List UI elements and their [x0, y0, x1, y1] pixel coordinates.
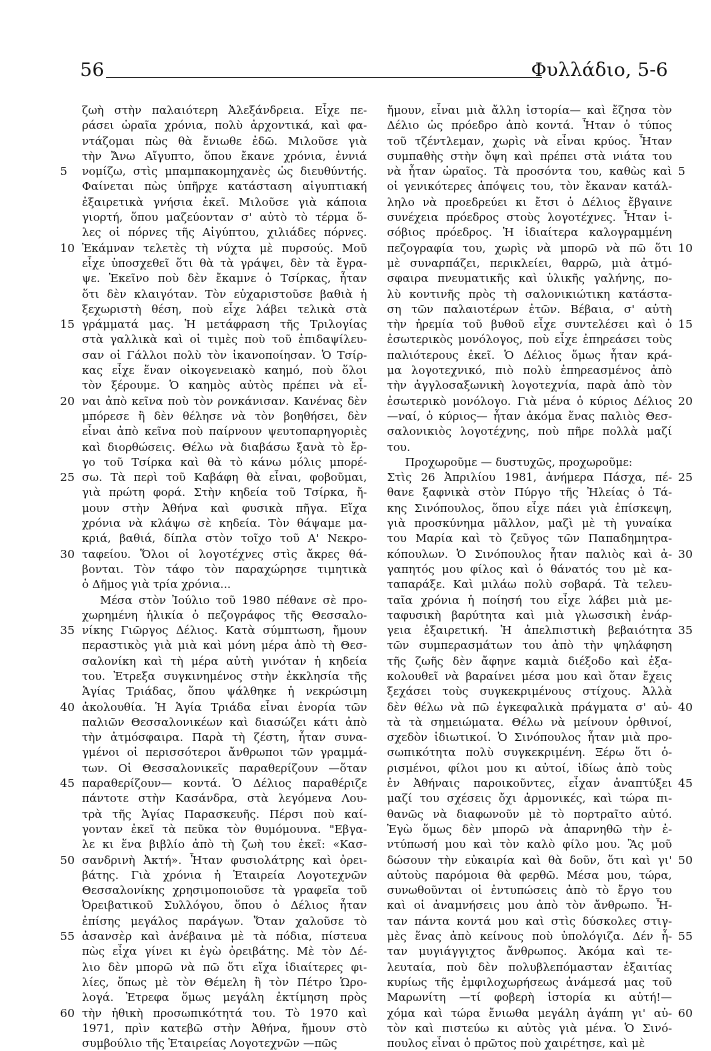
text-line: λευταία, ποὺ δὲν πολυβλεπόμασταν ἐξαιτίας: [387, 960, 672, 974]
text-line: Προχωροῦμε — δυστυχῶς, προχωροῦμε:: [405, 455, 633, 469]
text-line: Δέλιο ὡς πρόεδρο ἀπὸ κοντά. Ἦταν ὁ τύπος: [387, 119, 672, 133]
text-line: τρὰ τῆς Ἁγίας Παρασκευῆς. Πέρσι ποὺ καί-: [82, 807, 367, 821]
text-line: πὼς εἶχα γίνει κι ἐγὼ ὀρειβάτης. Μὲ τὸν Δέ-: [82, 945, 367, 959]
text-line: τὴν ἠθικὴ προσωπικότητά του. Τὸ 1970 καὶ: [82, 1006, 367, 1020]
text-line: αὐτοὺς παρόμοια θὰ φερθῶ. Μέσα μου, τώρα,: [387, 868, 672, 882]
text-line: Μαρωνίτη —τί φοβερὴ ἱστορία κι αὐτή!—: [387, 991, 672, 1005]
text-line: Φαίνεται πὼς ὑπῆρχε κατάσταση αἰγυπτιακή: [82, 180, 367, 194]
text-line: εἶχε ὑποσχεθεῖ ὅτι θὰ τὰ γράψει, δὲν τὰ ἔγρα-: [82, 256, 367, 270]
line-number: 5: [678, 164, 686, 179]
text-line: νὰ ἦταν ὡραῖος. Τὰ προσόντα του, καθὼς καὶ: [387, 165, 672, 179]
text-line: του.: [387, 440, 411, 454]
text-line: του Μαρία καὶ τὸ ζεῦγος τῶν Παπαδημητρα-: [387, 532, 672, 546]
text-line: ψε. Ἐκεῖνο ποὺ δὲν ἔκαμνε ὁ Τσίρκας, ἦταν: [82, 272, 367, 286]
text-line: Ἁγίας Τριάδας, ὅπου ψάλθηκε ἡ νεκρώσιμη: [82, 685, 367, 699]
text-line: χωρημένη ἡλικία ὁ πεζογράφος τῆς Θεσσαλο-: [82, 608, 367, 622]
text-line: ταφείου. Ὅλοι οἱ λογοτέχνες στὶς ἄκρες θά-: [82, 547, 367, 561]
line-number: 50: [60, 852, 75, 867]
text-line: εἶναι ἀπὸ κεῖνα ποὺ παίρνουν ψευτοπαρηγοριὲς: [82, 425, 367, 439]
text-line: ἀκολουθία. Ἡ Ἁγία Τριάδα εἶναι ἐνορία τῶν: [82, 700, 367, 714]
text-line: τὴν ἀτμόσφαιρα. Παρὰ τὴ ζέστη, ἦταν συνα-: [82, 731, 367, 745]
line-number: 15: [60, 317, 75, 332]
text-line: ξεχάσει τοὺς συγκεκριμένους στίχους. Ἀλλὰ: [387, 685, 672, 699]
text-line: σφαιρα πνευματικῆς καὶ ὑλικῆς γαλήνης, πο-: [387, 272, 672, 286]
text-line: πουλος εἶναι ὁ πρῶτος ποὺ χαιρέτησε, καὶ μὲ: [387, 1037, 645, 1051]
line-number: 25: [678, 470, 693, 485]
text-line: Θεσσαλονίκης χρησιμοποιοῦσε τὰ γραφεῖα τοῦ: [82, 884, 367, 898]
line-number: 55: [678, 929, 693, 944]
text-line: κας εἶχε ἕναν οἰκογενειακὸ καημό, ποὺ ὅλοι: [82, 364, 367, 378]
text-line: νομίζω, στὶς μπαμπακομηχανὲς ὡς διευθύντής.: [82, 165, 367, 179]
text-line: μαζί του σχέσεις ὄχι ἁρμονικές, καὶ τώρα πι-: [387, 792, 672, 806]
text-line: χόμα καὶ τώρα ἔνιωθα μεγάλη ἀγάπη γι' αὐ-: [387, 1006, 672, 1020]
text-line: γο τοῦ Τσίρκα καὶ θὰ τὸ κάνω μόλις μπορέ-: [82, 455, 367, 469]
text-line: σαν οἱ Γάλλοι πολὺ τὸν ἱκανοποίησαν. Ὁ Τσίρ-: [82, 348, 367, 362]
text-line: λες οἱ πόρνες τῆς Αἰγύπτου, χιλιάδες πόρνες.: [82, 226, 367, 240]
text-line: ράσει ὡραῖα χρόνια, πολὺ ἀρχοντικά, καὶ φα-: [82, 119, 367, 133]
text-line: δώσουν τὴν εὐκαιρία καὶ θὰ δοῦν, ὅτι καὶ γι': [387, 853, 672, 867]
text-line: τὴν ἠρεμία τοῦ βυθοῦ εἶχε συντελέσει καὶ ὁ: [387, 318, 672, 332]
header-rule: [106, 77, 542, 78]
text-line: βάτης. Γιὰ χρόνια ἡ Ἑταιρεία Λογοτεχνῶν: [82, 868, 367, 882]
text-line: λίες, ὅπως μὲ τὸν Θέμελη ἢ τὸν Πέτρο Ὡρο-: [82, 975, 367, 989]
text-line: πάντοτε στὴν Κασάνδρα, στὰ λεγόμενα Λου-: [82, 792, 367, 806]
line-number: 10: [60, 240, 75, 255]
text-line: καὶ οἱ ἀναμνήσεις μου ἀπὸ τὸν ἄνθρωπο. Ἦ-: [387, 899, 672, 913]
text-line: τὸν καὶ πιστεύω κι αὐτὸς γιὰ μένα. Ὁ Σινό-: [387, 1021, 672, 1035]
text-line: λιο δὲν μπορῶ νὰ πῶ ὅτι εἴχα ἰδιαίτερες φι-: [82, 960, 367, 974]
text-line: καὶ διορθώσεις. Θέλω νὰ διαβάσω ξανὰ τὸ ἔρ-: [82, 440, 367, 454]
line-number: 60: [60, 1005, 75, 1020]
text-line: ναι ἀπὸ κεῖνα ποὺ τὸν ρονκάνισαν. Κανένας δὲν: [82, 394, 367, 408]
text-line: ση τῶν παλαιοτέρων ἐτῶν. Βέβαια, σ' αὐτὴ: [387, 302, 672, 316]
text-line: κης Σινόπουλος, ὅπου εἶχε πάει γιὰ ἐπίσκεψη,: [387, 501, 672, 515]
text-line: γιορτή, ὅπου μαζεύονταν σ' αὐτὸ τὸ τέρμα ὅ-: [82, 211, 367, 225]
text-line: τὴν ἀγγλοσαξωνικὴ λογοτεχνία, παρὰ ἀπὸ τὸν: [387, 379, 672, 393]
line-number: 40: [60, 699, 75, 714]
text-line: κυρίως τῆς ἐμφιλοχωρήσεως ἀνάμεσά μας τοῦ: [387, 975, 672, 989]
right-column: [387, 103, 672, 1051]
text-line: συνέχεια πρόεδρος στοὺς λογοτέχνες. Ἦταν ἰ-: [387, 211, 672, 225]
text-line: ὅτι δὲν κλαιγόταν. Τὸν εὐχαριστοῦσε βαθιὰ ἡ: [82, 287, 367, 301]
text-line: ἐπίσης μεγάλος παράγων. Ὅταν χαλοῦσε τὸ: [82, 914, 367, 928]
text-line: ἐν Ἀθήναις παροικοῦντες, εἶχαν ἀναπτύξει: [387, 777, 672, 791]
text-line: μὲ συναρπάζει, περικλείει, θαρρῶ, μιὰ ἀτμό-: [387, 256, 672, 270]
running-title: Φυλλάδιο, 5-6: [530, 59, 668, 81]
text-line: Ἐγὼ ὅμως δὲν μπορῶ νὰ ἀπαρνηθῶ τὴν ἐ-: [387, 822, 672, 836]
line-number: 30: [60, 546, 75, 561]
text-line: βονται. Τὸν τάφο τὸν παραχώρησε τιμητικὰ: [82, 562, 367, 576]
text-line: λογά. Ἐτρεφα ὅμως μεγάλη ἐκτίμηση πρὸς: [82, 991, 367, 1005]
text-line: κολουθεῖ νὰ βαραίνει μέσα μου καὶ ὅταν ἔχεις: [387, 669, 672, 683]
text-line: σωπικότητα πολὺ συγκεκριμένη. Ξέρω ὅτι ὁ-: [387, 746, 672, 760]
text-line: ἤμουν, εἶναι μιὰ ἄλλη ἱστορία— καὶ ἔζησα τὸν: [387, 104, 672, 117]
line-number: 20: [60, 393, 75, 408]
text-line: ἐσωτερικὸς μονόλογος, ποὺ εἶχε ἐπηρεάσει τοὺς: [387, 333, 672, 347]
text-line: τῆς ζωῆς δὲν ἄφηνε καμιὰ διέξοδο καὶ ἐξα-: [387, 654, 672, 668]
text-line: νίκης Γιῶργος Δέλιος. Κατὰ σύμπτωση, ἤμουν: [82, 624, 367, 638]
text-line: οἱ γενικότερες ἀπόψεις του, τὸν ἔκαναν κατάλ-: [387, 180, 672, 194]
text-line: χρόνια νὰ κλάψω σὲ κηδεία. Τὸν θάψαμε μα-: [82, 517, 367, 531]
line-number: 60: [678, 1005, 693, 1020]
text-line: ἀσανσὲρ καὶ ἀνέβαινα μὲ τὰ πόδια, πίστευα: [82, 930, 367, 944]
text-line: Ὀρειβατικοῦ Συλλόγου, ὅπου ὁ Δέλιος ἦταν: [82, 899, 367, 913]
text-line: ντύπωσή μου καὶ τὸν καλὸ φίλο μου. Ἂς μοῦ: [387, 838, 672, 852]
text-line: του. Ἐτρεξα συγκινημένος στὴν ἐκκλησία τῆς: [82, 669, 367, 683]
text-line: παλιῶν Θεσσαλονικέων καὶ διασώζει κάτι ἀπὸ: [82, 715, 367, 729]
line-number: 45: [60, 776, 75, 791]
text-line: κριά, βαθιά, δίπλα στὸν τοῖχο τοῦ Α' Νεκρο-: [82, 532, 367, 546]
text-line: πεζογραφία του, χωρὶς νὰ μπορῶ νὰ πῶ ὅτι: [387, 241, 672, 255]
text-line: παραθερίζουν— κοντά. Ὁ Δέλιος παραθέριζε: [82, 777, 367, 791]
line-number: 45: [678, 776, 693, 791]
text-line: ζωὴ στὴν παλαιότερη Ἀλεξάνδρεια. Εἶχε πε-: [82, 104, 367, 117]
text-line: ἐσωτερικὸ μονόλογο. Γιὰ μένα ὁ κύριος Δέλιος: [387, 394, 672, 408]
page-number: 56: [80, 59, 105, 81]
text-line: λὺ κοντινῆς πρὸς τὴ σαλονικιώτικη κατάστα-: [387, 287, 672, 301]
line-number: 30: [678, 546, 693, 561]
text-line: παλιότερους ἐκεῖ. Ὁ Δέλιος ὅμως ἦταν κρά-: [387, 348, 672, 362]
text-line: των. Οἱ Θεσσαλονικεῖς παραθερίζουν —ὅταν: [82, 761, 367, 775]
text-line: σόβιος πρόεδρος. Ἡ ἰδιαίτερα καλογραμμένη: [387, 226, 672, 240]
text-line: ρισμένοι, φίλοι μου κι αὐτοί, ἰδίως ἀπὸ τοὺς: [387, 761, 672, 775]
text-line: γεια ἐξαιρετική. Ἡ ἀπελπιστικὴ βεβαιότητα: [387, 624, 672, 638]
text-line: γράμματά μας. Ἡ μετάφραση τῆς Τριλογίας: [82, 318, 367, 332]
left-column: [82, 103, 367, 1051]
text-line: τὴν Ἄνω Αἴγυπτο, ὅπου ἔκανε χρόνια, ἐννιά: [82, 149, 367, 163]
text-line: 1971, πρὶν κατεβῶ στὴν Ἀθήνα, ἤμουν στὸ: [82, 1021, 367, 1035]
text-line: ἐξαιρετικὰ γνήσια ἐκεῖ. Μιλοῦσε γιὰ κάποια: [82, 195, 367, 209]
line-number: 20: [678, 393, 693, 408]
text-line: ντάζομαι πὼς θὰ ἔνιωθε ἐδῶ. Μιλοῦσε γιὰ: [82, 134, 367, 148]
line-number: 25: [60, 470, 75, 485]
text-line: σχεδὸν ἰδιωτικοί. Ὁ Σινόπουλος ἦταν μιὰ προ-: [387, 731, 672, 745]
text-line: ταῖα χρόνια ἡ ποίησή του εἶχε λάβει μιὰ με-: [387, 593, 672, 607]
line-number: 15: [678, 317, 693, 332]
text-line: ταπαράξε. Καὶ μιλάω πολὺ σοβαρά. Τὰ τελευ-: [387, 578, 672, 592]
text-line: Στὶς 26 Ἀπριλίου 1981, ἀνήμερα Πάσχα, πέ-: [387, 471, 672, 485]
text-line: συμπαθὴς στὴν ὄψη καὶ πρέπει στὰ νιάτα του: [387, 149, 672, 163]
text-line: συνωθοῦνται οἱ ἐντυπώσεις ἀπὸ τὸ ἔργο του: [387, 884, 672, 898]
line-number: 55: [60, 929, 75, 944]
text-line: τῶν συμπερασμάτων του ἀπὸ τὴν ψηλάφηση: [387, 639, 672, 653]
line-number: 10: [678, 240, 693, 255]
line-number: 35: [60, 623, 75, 638]
text-line: σανδρινὴ Ἀκτή». Ἦταν φυσιολάτρης καὶ ὀρει-: [82, 853, 367, 867]
text-line: μουν στὴν Ἀθήνα καὶ φυσικὰ πῆγα. Εἴχα: [82, 501, 367, 515]
text-line: γμένοι οἱ περισσότεροι ἄνθρωποι τῶν γραμμά-: [82, 746, 367, 760]
text-line: τὸν ξέρουμε. Ὁ καημὸς αὐτὸς πρέπει νὰ εἶ-: [82, 379, 367, 393]
page-header: [80, 58, 668, 84]
text-line: ληλο νὰ προεδρεύει κι ἔτσι ὁ Δέλιος ἔβγαινε: [387, 195, 672, 209]
text-line: στὰ γαλλικὰ καὶ οἱ τιμὲς ποὺ τοῦ ἐπιδαψίλευ-: [82, 333, 367, 347]
text-line: ταφυσικὴ βαρύτητα καὶ μιὰ γλωσσικὴ ἐνάρ-: [387, 608, 672, 622]
line-number: 50: [678, 852, 693, 867]
text-line: μα λογοτεχνικό, πιὸ πολὺ ἐπηρεασμένος ἀπὸ: [387, 364, 672, 378]
text-line: ταν πάντα κοντά μου καὶ στὶς δύσκολες στιγ-: [387, 914, 672, 928]
text-line: ὁ Δῆμος γιὰ τρία χρόνια...: [82, 578, 231, 592]
text-line: μὲς ἕνας ἀπὸ κείνους ποὺ ὑπολόγιζα. Δέν ἦ-: [387, 930, 672, 944]
text-line: τοῦ τζέντλεμαν, χωρὶς νὰ εἶναι κρύος. Ἦταν: [387, 134, 672, 148]
text-line: γιὰ προσκύνημα μᾶλλον, μαζὶ μὲ τὴ γυναίκα: [387, 517, 672, 531]
text-line: συμβούλιο τῆς Ἑταιρείας Λογοτεχνῶν —πῶς: [82, 1037, 338, 1051]
text-line: Μέσα στὸν Ἰούλιο τοῦ 1980 πέθανε σὲ προ-: [100, 593, 367, 607]
line-number: 40: [678, 699, 693, 714]
text-line: λε κι ἕνα βιβλίο ἀπὸ τὴ ζωὴ του ἐκεῖ: «Κασ-: [82, 838, 367, 852]
line-number: 35: [678, 623, 693, 638]
text-line: γαπητός μου φίλος καὶ ὁ θάνατός του μὲ κα-: [387, 562, 672, 576]
text-line: Ἐκάμναν τελετὲς τὴ νύχτα μὲ πυρσούς. Μοῦ: [82, 241, 367, 255]
text-line: μπόρεσε ἢ δὲν θέλησε νὰ τὸν βοηθήσει, δὲν: [82, 409, 367, 423]
text-line: δὲν θέλω νὰ πῶ ἐγκεφαλικὰ πράγματα σ' αὐ-: [387, 700, 672, 714]
text-line: ξεχωριστὴ θέση, ποὺ εἶχε λάβει τελικὰ στὰ: [82, 302, 367, 316]
line-number: 5: [60, 164, 68, 179]
text-line: σω. Τὰ περὶ τοῦ Καβάφη θὰ εἶναι, φοβοῦμαι,: [82, 471, 367, 485]
text-line: σαλονίκη καὶ τὴ μέρα αὐτὴ γινόταν ἡ κηδεία: [82, 654, 367, 668]
text-line: —ναί, ὁ κύριος— ἦταν ἀκόμα ἕνας παλιὸς Θεσ-: [387, 409, 672, 423]
text-line: θανε ξαφνικὰ στὸν Πύργο τῆς Ἠλείας ὁ Τά-: [387, 486, 672, 500]
text-line: σαλονικιὸς λογοτέχνης, ποὺ πῆρε πολλὰ μαζί: [387, 425, 672, 439]
text-line: ταν μυγιάγγιχτος ἄνθρωπος. Ἀκόμα καὶ τε-: [387, 945, 672, 959]
text-line: θανῶς νὰ διαφωνοῦν μὲ τὸ πορτραῖτο αὐτό.: [387, 807, 672, 821]
text-line: περαστικὸς γιὰ μιὰ καὶ μόνη μέρα ἀπὸ τὴ Θεσ-: [82, 639, 367, 653]
text-line: κόπουλων. Ὁ Σινόπουλος ἦταν παλιὸς καὶ ἀ-: [387, 547, 672, 561]
text-line: γονταν ἐκεῖ τὰ πεῦκα τὸν θυμόμουνα. "Εβγα-: [82, 822, 367, 836]
text-line: γιὰ πρώτη φορά. Στὴν κηδεία τοῦ Τσίρκα, ἤ-: [82, 486, 367, 500]
text-line: τὰ τὰ σημειώματα. Θέλω νὰ μείνουν ὁρθινοί,: [387, 715, 672, 729]
